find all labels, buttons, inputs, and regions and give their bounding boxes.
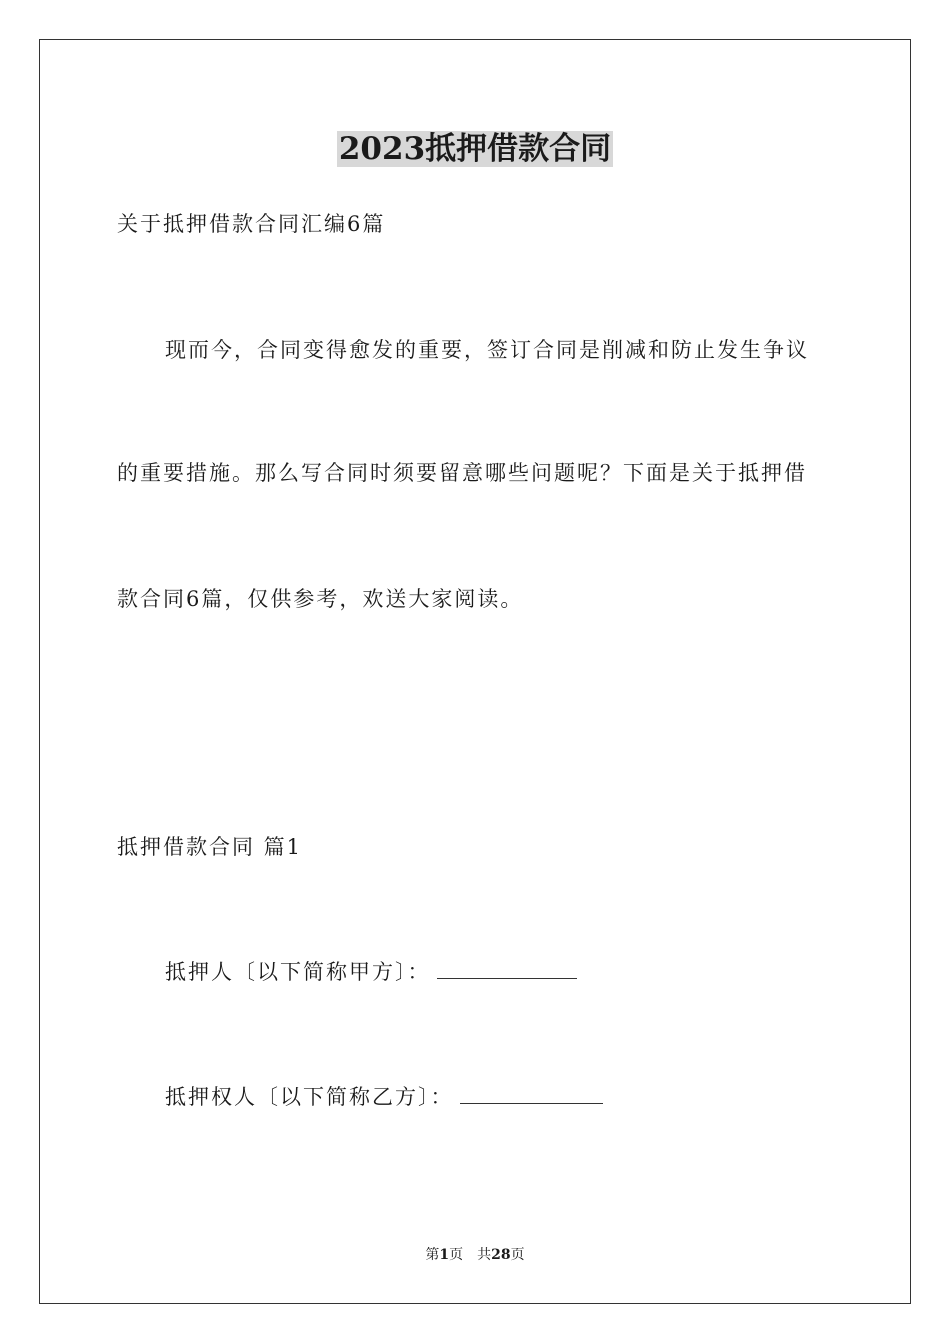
intro-line-1: 现而今，合同变得愈发的重要，签订合同是削减和防止发生争议: [165, 338, 809, 362]
footer-suffix: 页: [510, 1247, 525, 1263]
footer-prefix: 第: [425, 1247, 440, 1263]
document-subtitle: 关于抵押借款合同汇编6篇: [117, 212, 386, 236]
party-b-label: 抵押权人〔以下简称乙方〕：: [165, 1085, 454, 1109]
footer-total-pages: 28: [491, 1247, 511, 1263]
page-footer: [0, 1245, 950, 1265]
footer-mid: 页 共: [449, 1247, 492, 1263]
document-title: [0, 128, 950, 170]
footer-current-page: 1: [439, 1247, 450, 1263]
document-title-text: 2023抵押借款合同: [338, 131, 612, 167]
party-a-line: [165, 957, 577, 987]
party-a-label: 抵押人〔以下简称甲方〕：: [165, 960, 431, 984]
party-b-blank[interactable]: [460, 1083, 603, 1104]
party-a-blank[interactable]: [437, 958, 577, 979]
section-heading: 抵押借款合同 篇1: [117, 835, 303, 859]
intro-line-2: 的重要措施。那么写合同时须要留意哪些问题呢？下面是关于抵押借: [117, 461, 807, 485]
party-b-line: [165, 1082, 603, 1112]
intro-line-3: 款合同6篇，仅供参考，欢送大家阅读。: [117, 587, 524, 611]
